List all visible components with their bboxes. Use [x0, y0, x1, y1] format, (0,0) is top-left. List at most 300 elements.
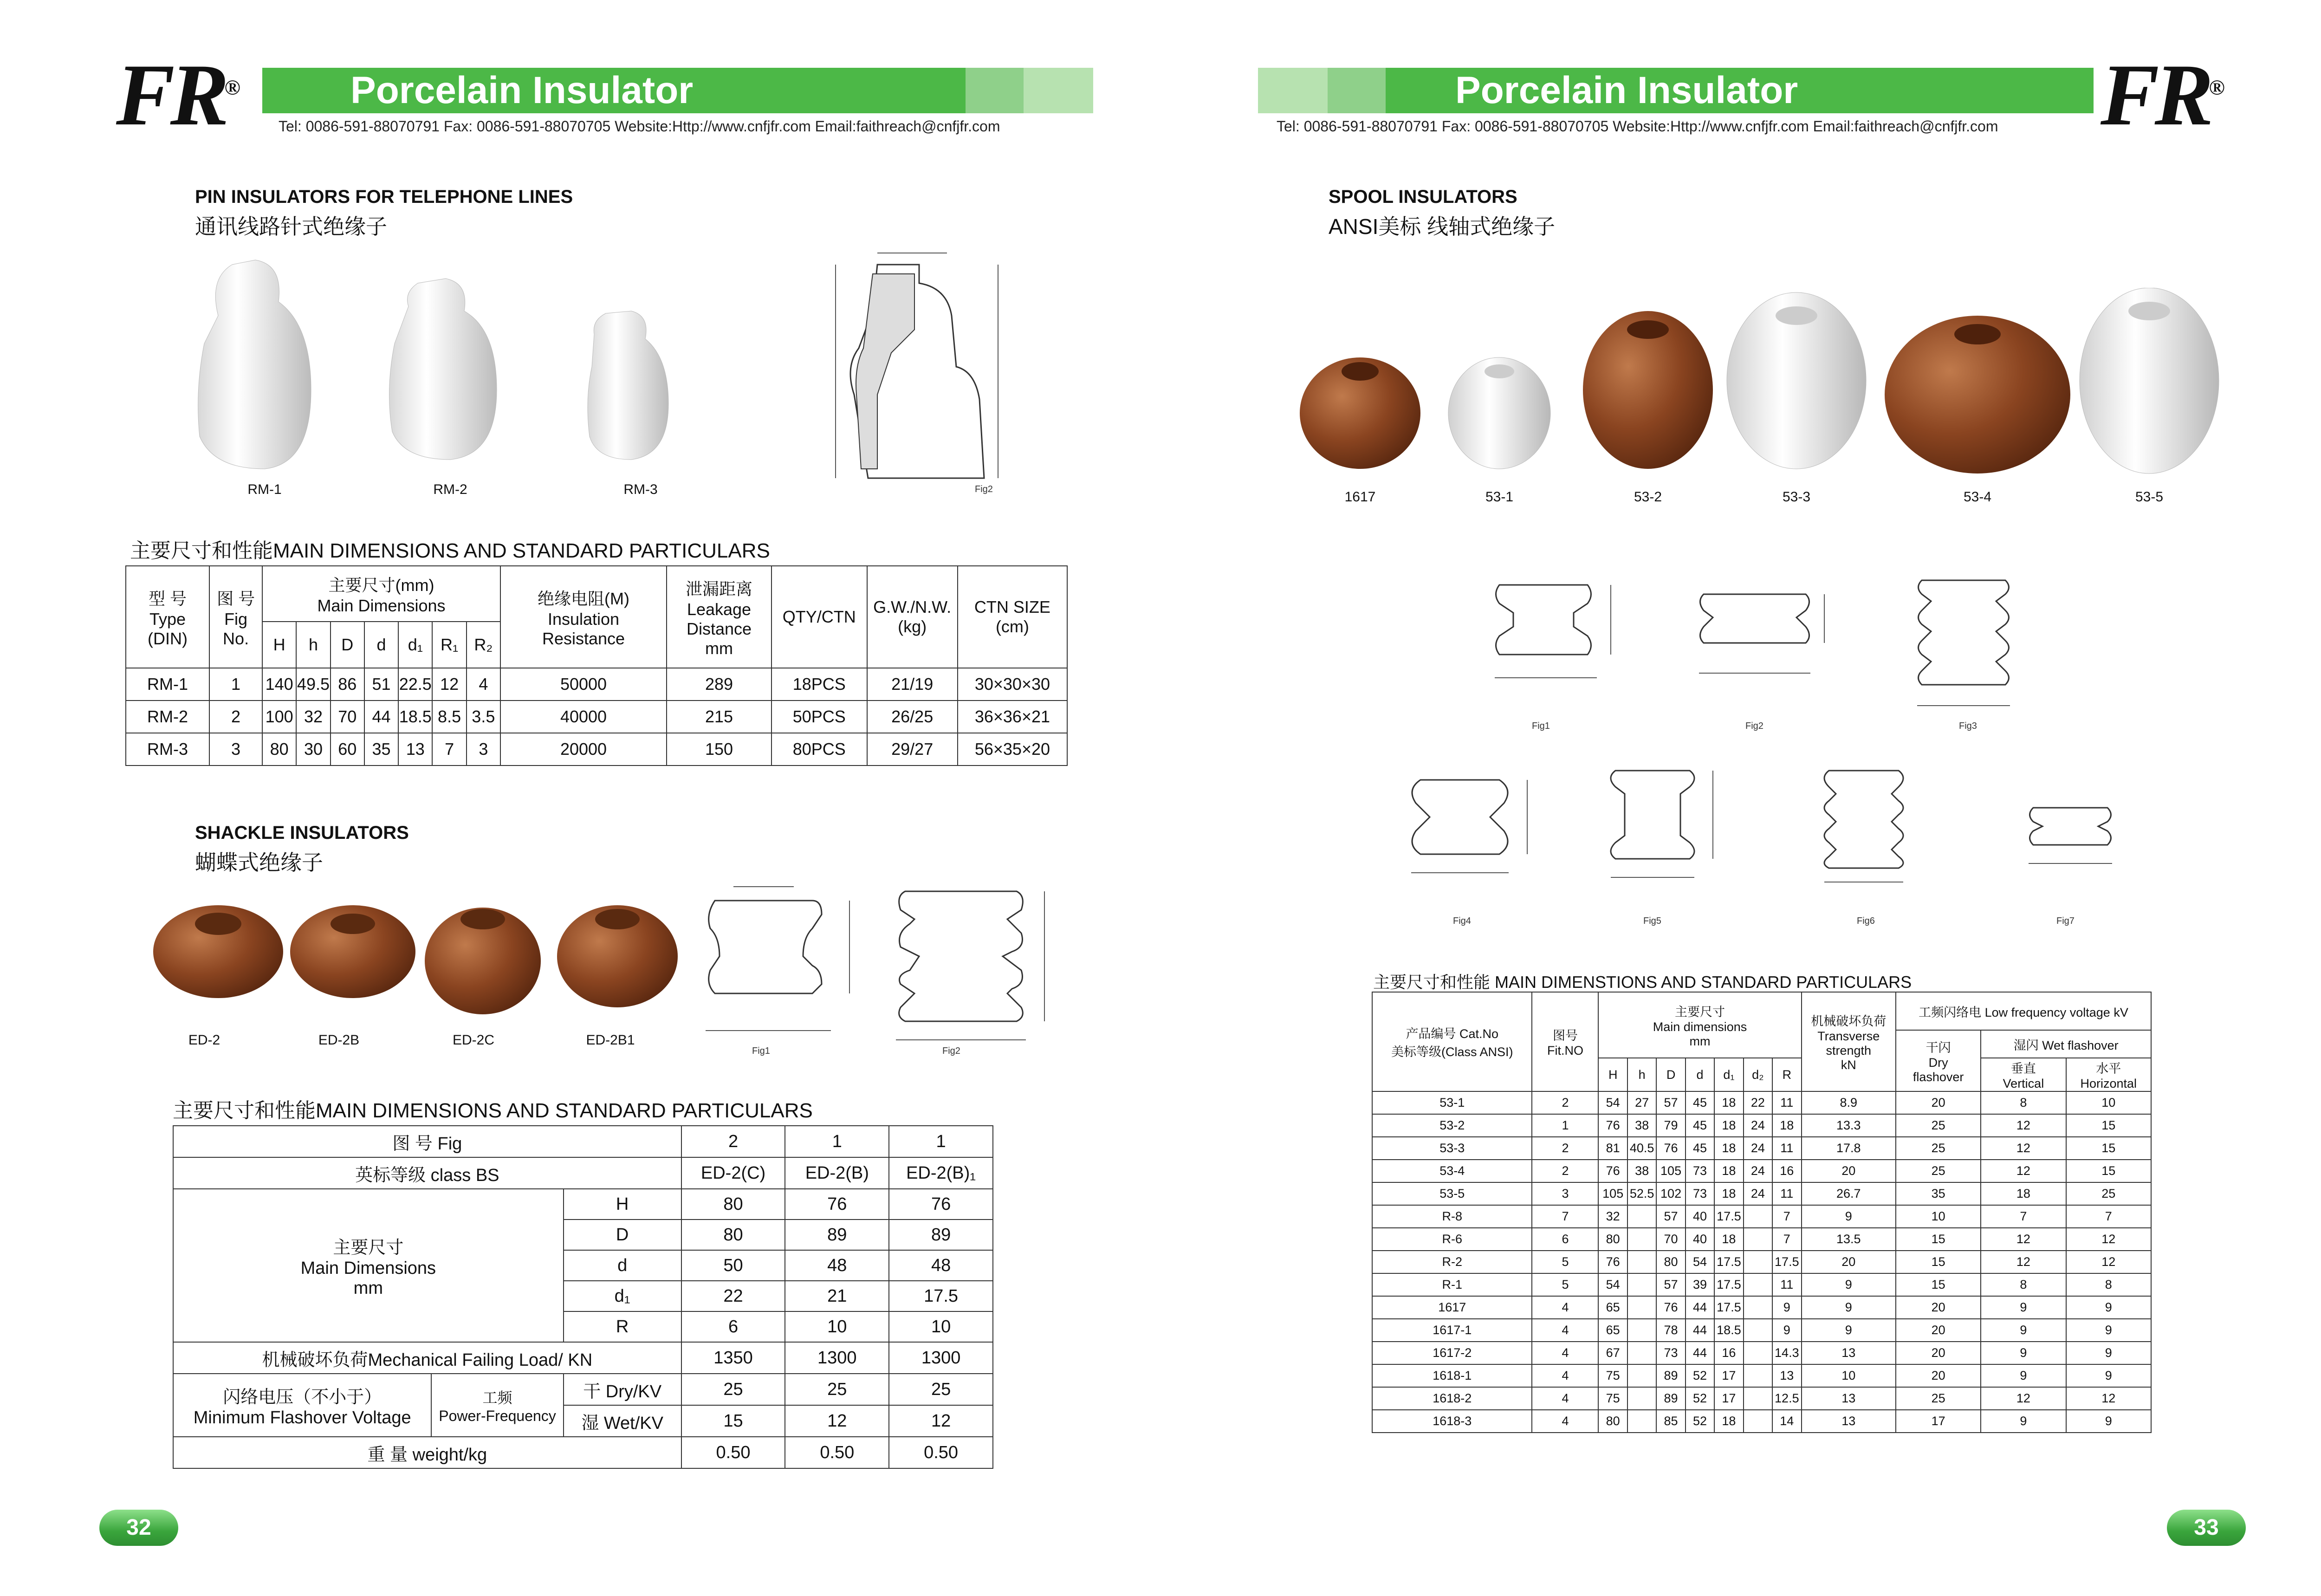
spool-fig5-label: Fig5 [1643, 916, 1661, 926]
spool-fig3-label: Fig3 [1959, 721, 1977, 731]
table-cell: 3 [1532, 1182, 1598, 1205]
table-cell: 38 [1627, 1160, 1656, 1182]
header-contact-right: Tel: 0086-591-88070791 Fax: 0086-591-88070705 Website:Http://www.cnfjfr.com Email:faithreach@cnfjfr.com [1277, 118, 1998, 135]
table-cell: 20 [1896, 1342, 1981, 1364]
spool-fig6-drawing [1824, 771, 1903, 882]
t2-flash-label: 闪络电压（不小于） Minimum Flashover Voltage [173, 1374, 431, 1437]
table-cell: RM-3 [126, 733, 209, 766]
t1-h-leak: 泄漏距离 Leakage Distance mm [667, 566, 772, 668]
t3-dim-header: h [1627, 1058, 1656, 1091]
table-row [1372, 1228, 2151, 1251]
t2-weight-label: 重 量 weight/kg [173, 1437, 681, 1468]
table-cell: 75 [1598, 1364, 1627, 1387]
header-banner-right [1258, 68, 2094, 113]
table-cell: 20 [1802, 1251, 1896, 1273]
table-row [1372, 1387, 2151, 1410]
table-row [1372, 1273, 2151, 1296]
table-cell [1627, 1387, 1656, 1410]
table-cell [1627, 1205, 1656, 1228]
table-cell: 7 [1532, 1205, 1598, 1228]
table-cell: 4 [1532, 1342, 1598, 1364]
table-cell: 26.7 [1802, 1182, 1896, 1205]
t3-h-wet: 湿闪 Wet flashover [1981, 1030, 2151, 1058]
table-cell: 52 [1686, 1387, 1714, 1410]
table-cell: 9 [2066, 1319, 2151, 1342]
t2-fig-label: 图 号 Fig [173, 1126, 681, 1157]
table-cell [1744, 1364, 1772, 1387]
table-cell: 45 [1686, 1114, 1714, 1137]
shackle-dimensions-table: 图 号 Fig 2 1 1 英标等级 class BS ED-2(C) ED-2(B) ED-2(B)₁ 主要尺寸 Main Dimensions mm H 80 76 76 D 80 89 89 d 50 48 48 d₁ 22 21 17.5 R 6 10 10 机械破坏负荷Mechanical Failing Load/ KN 1350 1300 1300 闪络电压（不小于） Minimum Flashover Voltage 工频 Power-Frequency 干 Dry/KV 25 25 25 湿 Wet/KV 15 12 12 重 量 weight/kg 0.50 0.50 0.50 [173, 1125, 993, 1469]
table-cell: 17.5 [1714, 1251, 1743, 1273]
table-cell: 215 [667, 701, 772, 733]
table-cell: 52 [1686, 1410, 1714, 1433]
table-cell: 89 [889, 1220, 993, 1250]
table-cell: 12 [1981, 1387, 2066, 1410]
t1-h-gw: G.W./N.W. (kg) [867, 566, 958, 668]
table-cell: 52 [1686, 1364, 1714, 1387]
table-cell: 60 [331, 733, 364, 766]
table-cell: 15 [2066, 1160, 2151, 1182]
table-cell [1627, 1364, 1656, 1387]
page-number-left: 32 [99, 1510, 178, 1546]
table-cell: 7 [432, 733, 466, 766]
table-cell: 1617 [1372, 1296, 1532, 1319]
table-cell: 44 [1686, 1296, 1714, 1319]
table-cell: 8 [2066, 1273, 2151, 1296]
table-cell: 70 [1656, 1228, 1685, 1251]
table-cell: 76 [1598, 1114, 1627, 1137]
table-cell: 54 [1598, 1273, 1627, 1296]
table-cell: 21 [785, 1281, 889, 1311]
table-cell: 3 [467, 733, 500, 766]
table-cell: 22.5 [398, 668, 432, 701]
table-cell: 32 [296, 701, 330, 733]
table-cell: 73 [1656, 1342, 1685, 1364]
table-cell: 79 [1656, 1114, 1685, 1137]
t1-h-ins: 绝缘电阻(M) Insulation Resistance [500, 566, 667, 668]
shackle-label-ed2b: ED-2B [318, 1032, 360, 1048]
table-cell: 73 [1686, 1182, 1714, 1205]
table-cell: 22 [1744, 1091, 1772, 1114]
shackle-fig2-drawing [896, 891, 1044, 1040]
table-cell: 4 [1532, 1387, 1598, 1410]
t2-dim-key: H [564, 1189, 681, 1220]
table-cell: R-2 [1372, 1251, 1532, 1273]
page-number-right: 33 [2167, 1510, 2246, 1546]
table-cell: 75 [1598, 1387, 1627, 1410]
table-cell: 3.5 [467, 701, 500, 733]
table-cell: 40 [1686, 1205, 1714, 1228]
table-cell: RM-2 [126, 701, 209, 733]
table-cell: 22 [681, 1281, 785, 1311]
table-cell: 53-2 [1372, 1114, 1532, 1137]
table-cell [1627, 1251, 1656, 1273]
table-cell: 9 [1802, 1273, 1896, 1296]
table-cell: 17.5 [1714, 1273, 1743, 1296]
table-cell [1627, 1273, 1656, 1296]
spool-53-2-photo [1583, 311, 1713, 469]
table-cell: 105 [1598, 1182, 1627, 1205]
table-cell: 76 [1598, 1251, 1627, 1273]
t3-dim-header: d [1686, 1058, 1714, 1091]
table-cell: 10 [785, 1311, 889, 1342]
table-cell: 45 [1686, 1137, 1714, 1160]
pin-rm1-photo [198, 260, 311, 469]
table-row [1372, 1205, 2151, 1228]
table-cell: 18.5 [398, 701, 432, 733]
table-cell: 4 [1532, 1319, 1598, 1342]
table3-title: 主要尺寸和性能 MAIN DIMENSTIONS AND STANDARD PARTICULARS [1373, 973, 1912, 992]
t2-dim-key: R [564, 1311, 681, 1342]
spool-fig6-label: Fig6 [1857, 916, 1875, 926]
table-cell: 12 [2066, 1387, 2151, 1410]
t1-h-main: 主要尺寸(mm) Main Dimensions [262, 566, 500, 622]
brand-logo-right: FR® [2101, 46, 2220, 144]
t3-h-vert: 垂直 Vertical [1981, 1058, 2066, 1091]
brand-logo-left: FR® [116, 46, 236, 144]
table-cell: 12 [2066, 1251, 2151, 1273]
table-cell: 44 [1686, 1319, 1714, 1342]
shackle-label-ed2c: ED-2C [452, 1032, 494, 1048]
header-contact-left: Tel: 0086-591-88070791 Fax: 0086-591-88070705 Website:Http://www.cnfjfr.com Email:faithreach@cnfjfr.com [279, 118, 1000, 135]
t3-dim-header: d₂ [1744, 1058, 1772, 1091]
table-row [126, 733, 1067, 766]
table-cell: 9 [1772, 1319, 1801, 1342]
table-cell: 13.5 [1802, 1228, 1896, 1251]
table-cell [1627, 1296, 1656, 1319]
table-cell: 25 [1896, 1114, 1981, 1137]
spool-fig2-label: Fig2 [1745, 721, 1763, 731]
table-cell: 17.5 [1714, 1296, 1743, 1319]
spool-fig1-drawing [1495, 585, 1611, 678]
table-cell: 4 [467, 668, 500, 701]
table-row [1372, 1160, 2151, 1182]
table-row [1372, 1364, 2151, 1387]
pin-title-en: PIN INSULATORS FOR TELEPHONE LINES [195, 187, 573, 207]
table-cell: 10 [889, 1311, 993, 1342]
pin-dimensions-table [125, 565, 1068, 766]
table-cell: R-8 [1372, 1205, 1532, 1228]
table-cell: 53-1 [1372, 1091, 1532, 1114]
spool-label-53-1: 53-1 [1485, 489, 1514, 505]
table-cell: 44 [364, 701, 398, 733]
table-cell: 20 [1896, 1364, 1981, 1387]
table-cell: 18 [1714, 1182, 1743, 1205]
table-cell: 12 [1981, 1137, 2066, 1160]
t1-h-ctn: CTN SIZE (cm) [958, 566, 1067, 668]
table-cell: 35 [364, 733, 398, 766]
header-title-right: Porcelain Insulator [1386, 68, 2094, 113]
table-cell: 18 [1714, 1137, 1743, 1160]
table-cell: 15 [2066, 1137, 2151, 1160]
table-cell: 9 [1981, 1319, 2066, 1342]
table-cell: 32 [1598, 1205, 1627, 1228]
table-cell: 11 [1772, 1182, 1801, 1205]
table-cell: 76 [1598, 1160, 1627, 1182]
table-cell: 78 [1656, 1319, 1685, 1342]
table-cell: 24 [1744, 1182, 1772, 1205]
pin-insulator-photos [176, 251, 733, 492]
table-cell: 17.5 [1772, 1251, 1801, 1273]
table-cell: 4 [1532, 1364, 1598, 1387]
table-cell: 11 [1772, 1137, 1801, 1160]
table-row [1372, 1296, 2151, 1319]
table-cell: 9 [1802, 1319, 1896, 1342]
table-row [1372, 1342, 2151, 1364]
table-cell: 53-5 [1372, 1182, 1532, 1205]
table-cell: 12 [1981, 1114, 2066, 1137]
table-cell: R-6 [1372, 1228, 1532, 1251]
table-cell: 12 [2066, 1228, 2151, 1251]
table-cell: 24 [1744, 1137, 1772, 1160]
table-cell: 7 [1772, 1228, 1801, 1251]
table-cell: 76 [1656, 1137, 1685, 1160]
table-cell: 140 [262, 668, 296, 701]
t3-dim-header: H [1598, 1058, 1627, 1091]
spool-dimensions-table [1372, 992, 2152, 1433]
table-cell: 45 [1686, 1091, 1714, 1114]
pin-label-rm1: RM-1 [247, 482, 282, 497]
table-cell: 70 [331, 701, 364, 733]
table-cell: 39 [1686, 1273, 1714, 1296]
table-cell: 85 [1656, 1410, 1685, 1433]
table-cell [1744, 1228, 1772, 1251]
t3-h-lf: 工频闪络电 Low frequency voltage kV [1896, 992, 2151, 1030]
shackle-fig-drawings [696, 873, 1077, 1058]
table-cell: 13 [1802, 1410, 1896, 1433]
table-cell: 67 [1598, 1342, 1627, 1364]
pin-label-rm3: RM-3 [623, 482, 658, 497]
table-cell: 52.5 [1627, 1182, 1656, 1205]
spool-photos [1295, 288, 2224, 483]
spool-title-en: SPOOL INSULATORS [1329, 187, 1517, 207]
table-cell [1744, 1205, 1772, 1228]
t1-dim-header: R₂ [467, 622, 500, 668]
table-cell: 14.3 [1772, 1342, 1801, 1364]
shackle-photos [149, 891, 678, 1031]
table-cell [1744, 1296, 1772, 1319]
table-cell: 25 [1896, 1387, 1981, 1410]
t1-h-fig: 图 号 Fig No. [209, 566, 262, 668]
table-cell: 80 [1656, 1251, 1685, 1273]
table-cell: 18 [1714, 1228, 1743, 1251]
table-cell: 80PCS [772, 733, 867, 766]
spool-fig5-drawing [1611, 771, 1713, 877]
table-cell: 1 [209, 668, 262, 701]
t3-h-cat: 产品编号 Cat.No 美标等级(Class ANSI) [1372, 992, 1532, 1091]
spool-fig4-label: Fig4 [1453, 916, 1471, 926]
table-cell: 9 [1802, 1296, 1896, 1319]
table-cell: 6 [681, 1311, 785, 1342]
table-cell: 2 [1532, 1160, 1598, 1182]
table-cell: 80 [262, 733, 296, 766]
t1-dim-header: R₁ [432, 622, 466, 668]
table-cell [1627, 1410, 1656, 1433]
table-row [1372, 1137, 2151, 1160]
table-cell: 12.5 [1772, 1387, 1801, 1410]
pin-title-zh: 通讯线路针式绝缘子 [195, 214, 387, 239]
table-cell: 48 [889, 1250, 993, 1281]
t1-dim-header: d₁ [398, 622, 432, 668]
table-cell: 50000 [500, 668, 667, 701]
table-cell: 89 [1656, 1364, 1685, 1387]
table-cell: 20 [1896, 1319, 1981, 1342]
table-cell: 57 [1656, 1273, 1685, 1296]
table-cell: 44 [1686, 1342, 1714, 1364]
table1-title: 主要尺寸和性能MAIN DIMENSIONS AND STANDARD PARTICULARS [130, 539, 770, 562]
t2-dim-key: d [564, 1250, 681, 1281]
pin-label-rm2: RM-2 [433, 482, 467, 497]
spool-53-4-photo [1885, 316, 2070, 474]
table-cell: 18.5 [1714, 1319, 1743, 1342]
table-cell: 17.5 [889, 1281, 993, 1311]
table-cell: 24 [1744, 1114, 1772, 1137]
shackle-label-ed2: ED-2 [188, 1032, 220, 1048]
table-row [1372, 1410, 2151, 1433]
table-cell: 5 [1532, 1251, 1598, 1273]
table-cell: 30 [296, 733, 330, 766]
table-cell: 12 [432, 668, 466, 701]
table-cell: 38 [1627, 1114, 1656, 1137]
table-cell: 1 [1532, 1114, 1598, 1137]
t2-dim-key: d₁ [564, 1281, 681, 1311]
table-cell [1627, 1319, 1656, 1342]
table-cell: 65 [1598, 1319, 1627, 1342]
table-cell: 15 [2066, 1114, 2151, 1137]
table-cell: 25 [1896, 1160, 1981, 1182]
table-cell: 80 [681, 1189, 785, 1220]
table-cell: 15 [1896, 1228, 1981, 1251]
table-cell: 15 [1896, 1273, 1981, 1296]
table-cell: 86 [331, 668, 364, 701]
shackle-title-zh: 蝴蝶式绝缘子 [195, 850, 323, 875]
table-cell: 1618-2 [1372, 1387, 1532, 1410]
table-cell: 9 [1981, 1342, 2066, 1364]
table-cell: 20000 [500, 733, 667, 766]
table-cell: 76 [889, 1189, 993, 1220]
t1-dim-header: h [296, 622, 330, 668]
table-cell: 50PCS [772, 701, 867, 733]
table-cell: 10 [1802, 1364, 1896, 1387]
spool-53-3-photo [1727, 292, 1866, 469]
table-cell: 13 [398, 733, 432, 766]
table-cell: 73 [1686, 1160, 1714, 1182]
table-cell: 10 [1896, 1205, 1981, 1228]
table-cell: 9 [2066, 1364, 2151, 1387]
table-cell: 80 [1598, 1410, 1627, 1433]
table-cell: 30×30×30 [958, 668, 1067, 701]
table-cell: 8 [1981, 1273, 2066, 1296]
spool-label-53-5: 53-5 [2135, 489, 2164, 505]
table-cell: 2 [1532, 1091, 1598, 1114]
t1-h-qty: QTY/CTN [772, 566, 867, 668]
table-cell: 25 [2066, 1182, 2151, 1205]
table-cell: 9 [2066, 1296, 2151, 1319]
table-cell: 3 [209, 733, 262, 766]
table-cell: 18 [1772, 1114, 1801, 1137]
t3-h-main: 主要尺寸 Main dimensions mm [1598, 992, 1801, 1058]
table-cell: 18 [1714, 1091, 1743, 1114]
shackle-ed2b1-photo [557, 905, 678, 1007]
table-cell: 54 [1686, 1251, 1714, 1273]
spool-label-1617: 1617 [1344, 489, 1376, 505]
t1-h-type: 型 号 Type (DIN) [126, 566, 209, 668]
table-row [1372, 1091, 2151, 1114]
table-cell: 57 [1656, 1091, 1685, 1114]
table-cell: 20 [1896, 1091, 1981, 1114]
table-cell: 289 [667, 668, 772, 701]
table-cell: 16 [1714, 1342, 1743, 1364]
table-cell: 18 [1714, 1160, 1743, 1182]
table-cell: R-1 [1372, 1273, 1532, 1296]
table-cell: 13 [1802, 1387, 1896, 1410]
header-title: Porcelain Insulator [262, 68, 966, 113]
table-cell: 20 [1802, 1160, 1896, 1182]
t3-dim-header: d₁ [1714, 1058, 1743, 1091]
table-cell: 8.5 [432, 701, 466, 733]
table-cell: 80 [681, 1220, 785, 1250]
table-cell: 12 [1981, 1228, 2066, 1251]
table-cell: RM-1 [126, 668, 209, 701]
spool-fig7-label: Fig7 [2056, 916, 2075, 926]
table-cell: 57 [1656, 1205, 1685, 1228]
t3-dim-header: D [1656, 1058, 1685, 1091]
shackle-ed2c-photo [425, 908, 541, 1014]
shackle-title-en: SHACKLE INSULATORS [195, 823, 409, 843]
table-cell: 9 [1772, 1296, 1801, 1319]
table-cell: 40000 [500, 701, 667, 733]
shackle-ed2-photo [153, 905, 283, 998]
table-cell: 1617-1 [1372, 1319, 1532, 1342]
spool-fig1-label: Fig1 [1532, 721, 1550, 731]
table-cell: 17 [1714, 1387, 1743, 1410]
table-cell: 5 [1532, 1273, 1598, 1296]
table-cell: 9 [2066, 1410, 2151, 1433]
table-row [1372, 1251, 2151, 1273]
table-cell: 102 [1656, 1182, 1685, 1205]
shackle-fig1-drawing [706, 887, 849, 1031]
table-cell: 18 [1714, 1114, 1743, 1137]
t3-h-dry: 干闪 Dry flashover [1896, 1030, 1981, 1091]
table-cell [1744, 1387, 1772, 1410]
table-cell: 17 [1896, 1410, 1981, 1433]
table-cell: 40.5 [1627, 1137, 1656, 1160]
t2-mech-label: 机械破坏负荷Mechanical Failing Load/ KN [173, 1342, 681, 1374]
table-cell: 40 [1686, 1228, 1714, 1251]
spool-figs-row1 [1485, 566, 2061, 733]
table-cell: 56×35×20 [958, 733, 1067, 766]
table-cell: 10 [2066, 1091, 2151, 1114]
table-cell: 54 [1598, 1091, 1627, 1114]
table-row [126, 701, 1067, 733]
spool-fig2-drawing [1699, 594, 1824, 673]
table-cell: 7 [2066, 1205, 2151, 1228]
spool-fig7-drawing [2029, 808, 2112, 863]
pin-rm3-photo [588, 311, 668, 460]
table-cell: 18PCS [772, 668, 867, 701]
spool-label-53-2: 53-2 [1634, 489, 1662, 505]
table-cell [1627, 1228, 1656, 1251]
t1-dim-header: d [364, 622, 398, 668]
table-cell: 81 [1598, 1137, 1627, 1160]
table-cell: 50 [681, 1250, 785, 1281]
table-cell: 80 [1598, 1228, 1627, 1251]
table-cell: 2 [209, 701, 262, 733]
table-cell: 51 [364, 668, 398, 701]
t3-h-trans: 机械破坏负荷 Transverse strength kN [1802, 992, 1896, 1091]
table-row [126, 668, 1067, 701]
pin-fig2-drawing [826, 246, 1021, 497]
